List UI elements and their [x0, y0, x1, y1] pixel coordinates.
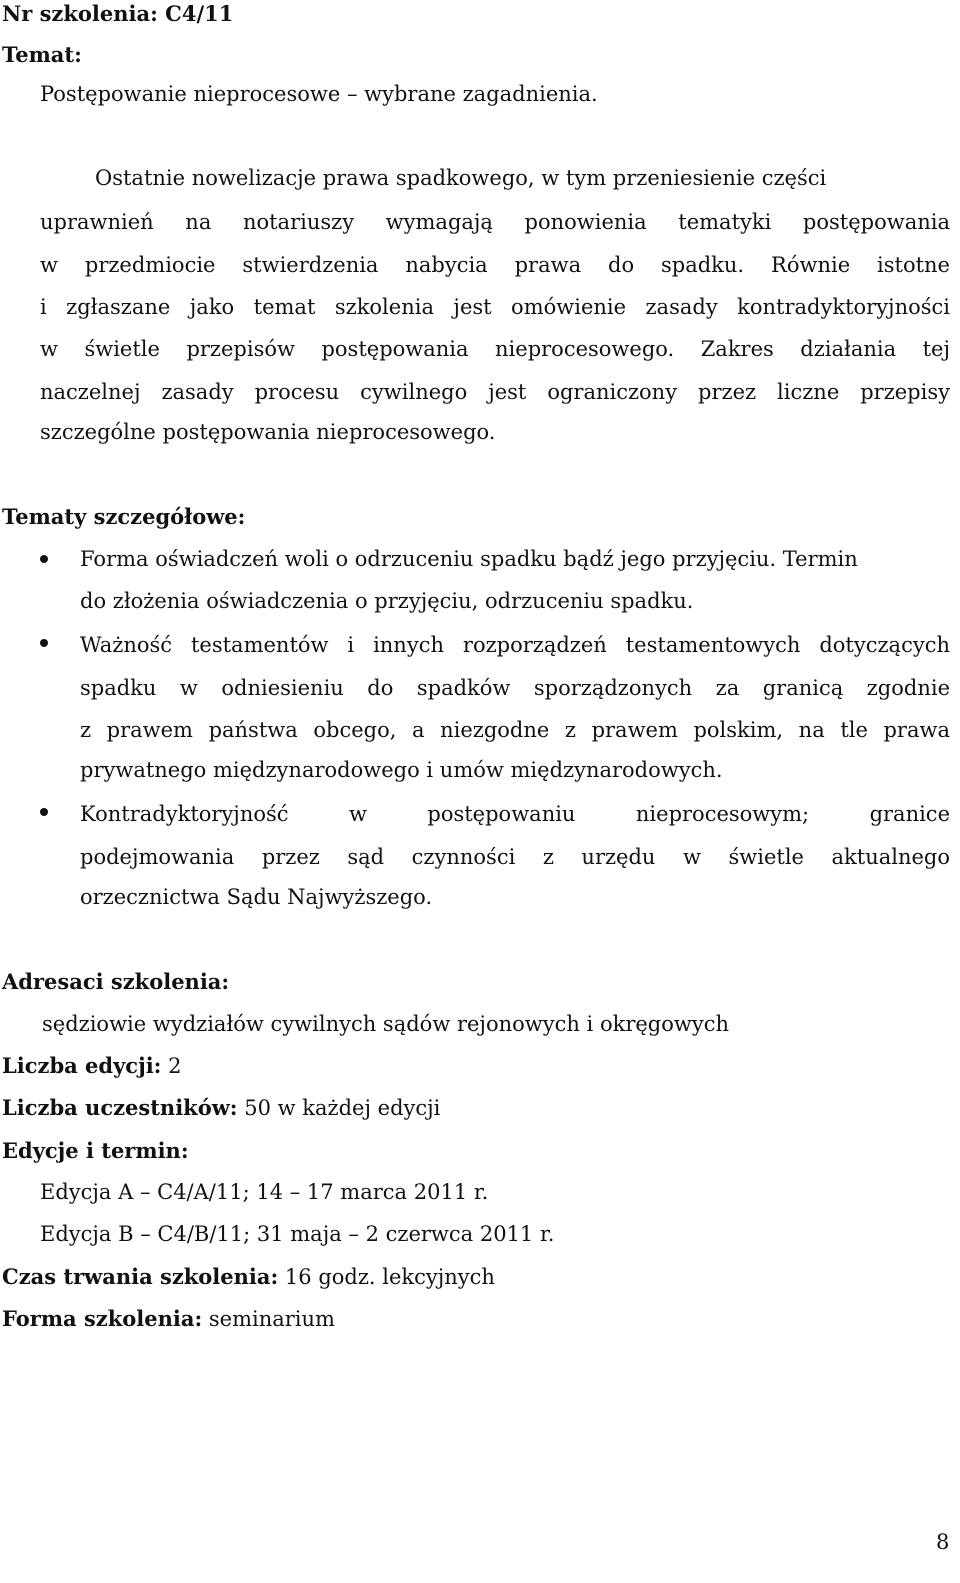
training-form: [2, 1308, 335, 1330]
edition-item: Edycja A – C4/A/11; 14 – 17 marca 2011 r.: [40, 1180, 489, 1204]
training-number-label: Nr szkolenia: [2, 1, 151, 26]
topics-heading: Tematy szczegółowe:: [2, 504, 246, 529]
training-number-value: : C4/11: [150, 1, 234, 26]
training-number: [2, 3, 233, 25]
bullet-icon: [40, 639, 48, 647]
intro-line: w przedmiocie stwierdzenia nabycia prawa do spadku. Równie istotne: [40, 253, 950, 277]
topic-item-line: Forma oświadczeń woli o odrzuceniu spadku bądź jego przyjęciu. Termin: [80, 547, 858, 571]
topic-item-line: Ważność testamentów i innych rozporządzeń testamentowych dotyczących: [80, 633, 950, 657]
topic-item-line: Kontradyktoryjność w postępowaniu nieprocesowym; granice: [80, 802, 950, 826]
duration-label: Czas trwania szkolenia:: [2, 1264, 279, 1289]
addressees-label: Adresaci szkolenia:: [2, 969, 230, 994]
page-number: 8: [936, 1530, 950, 1554]
topic-item-line: spadku w odniesieniu do spadków sporządzonych za granicą zgodnie: [80, 676, 950, 700]
training-form-value: seminarium: [202, 1307, 335, 1331]
intro-line: szczególne postępowania nieprocesowego.: [40, 420, 496, 444]
participants: [2, 1097, 440, 1119]
duration: [2, 1266, 495, 1288]
topic-item-line: prywatnego międzynarodowego i umów międzynarodowych.: [80, 758, 723, 782]
intro-line: uprawnień na notariuszy wymagają ponowienia tematyki postępowania: [40, 210, 950, 234]
topic-item-line: podejmowania przez sąd czynności z urzędu w świetle aktualnego: [80, 845, 950, 869]
editions-count-label: Liczba edycji:: [2, 1053, 162, 1078]
editions-count-value: 2: [161, 1054, 182, 1078]
bullet-icon: [40, 808, 48, 816]
intro-line: w świetle przepisów postępowania nieprocesowego. Zakres działania tej: [40, 337, 950, 361]
intro-line: naczelnej zasady procesu cywilnego jest ograniczony przez liczne przepisy: [40, 380, 950, 404]
topic-item-line: do złożenia oświadczenia o przyjęciu, odrzuceniu spadku.: [80, 589, 694, 613]
edition-item: Edycja B – C4/B/11; 31 maja – 2 czerwca 2011 r.: [40, 1222, 555, 1246]
training-form-label: Forma szkolenia:: [2, 1306, 203, 1331]
addressees-value: sędziowie wydziałów cywilnych sądów rejonowych i okręgowych: [42, 1012, 729, 1036]
topic-label: Temat:: [2, 42, 82, 67]
intro-line: i zgłaszane jako temat szkolenia jest omówienie zasady kontradyktoryjności: [40, 295, 950, 319]
duration-value: 16 godz. lekcyjnych: [278, 1265, 495, 1289]
topic-value: Postępowanie nieprocesowe – wybrane zagadnienia.: [40, 82, 598, 106]
editions-label: Edycje i termin:: [2, 1138, 189, 1163]
intro-line: Ostatnie nowelizacje prawa spadkowego, w tym przeniesienie części: [95, 166, 827, 190]
participants-label: Liczba uczestników:: [2, 1095, 238, 1120]
topic-item-line: orzecznictwa Sądu Najwyższego.: [80, 885, 433, 909]
bullet-icon: [40, 555, 48, 563]
topic-item-line: z prawem państwa obcego, a niezgodne z prawem polskim, na tle prawa: [80, 718, 950, 742]
participants-value: 50 w każdej edycji: [237, 1096, 441, 1120]
editions-count: [2, 1055, 181, 1077]
